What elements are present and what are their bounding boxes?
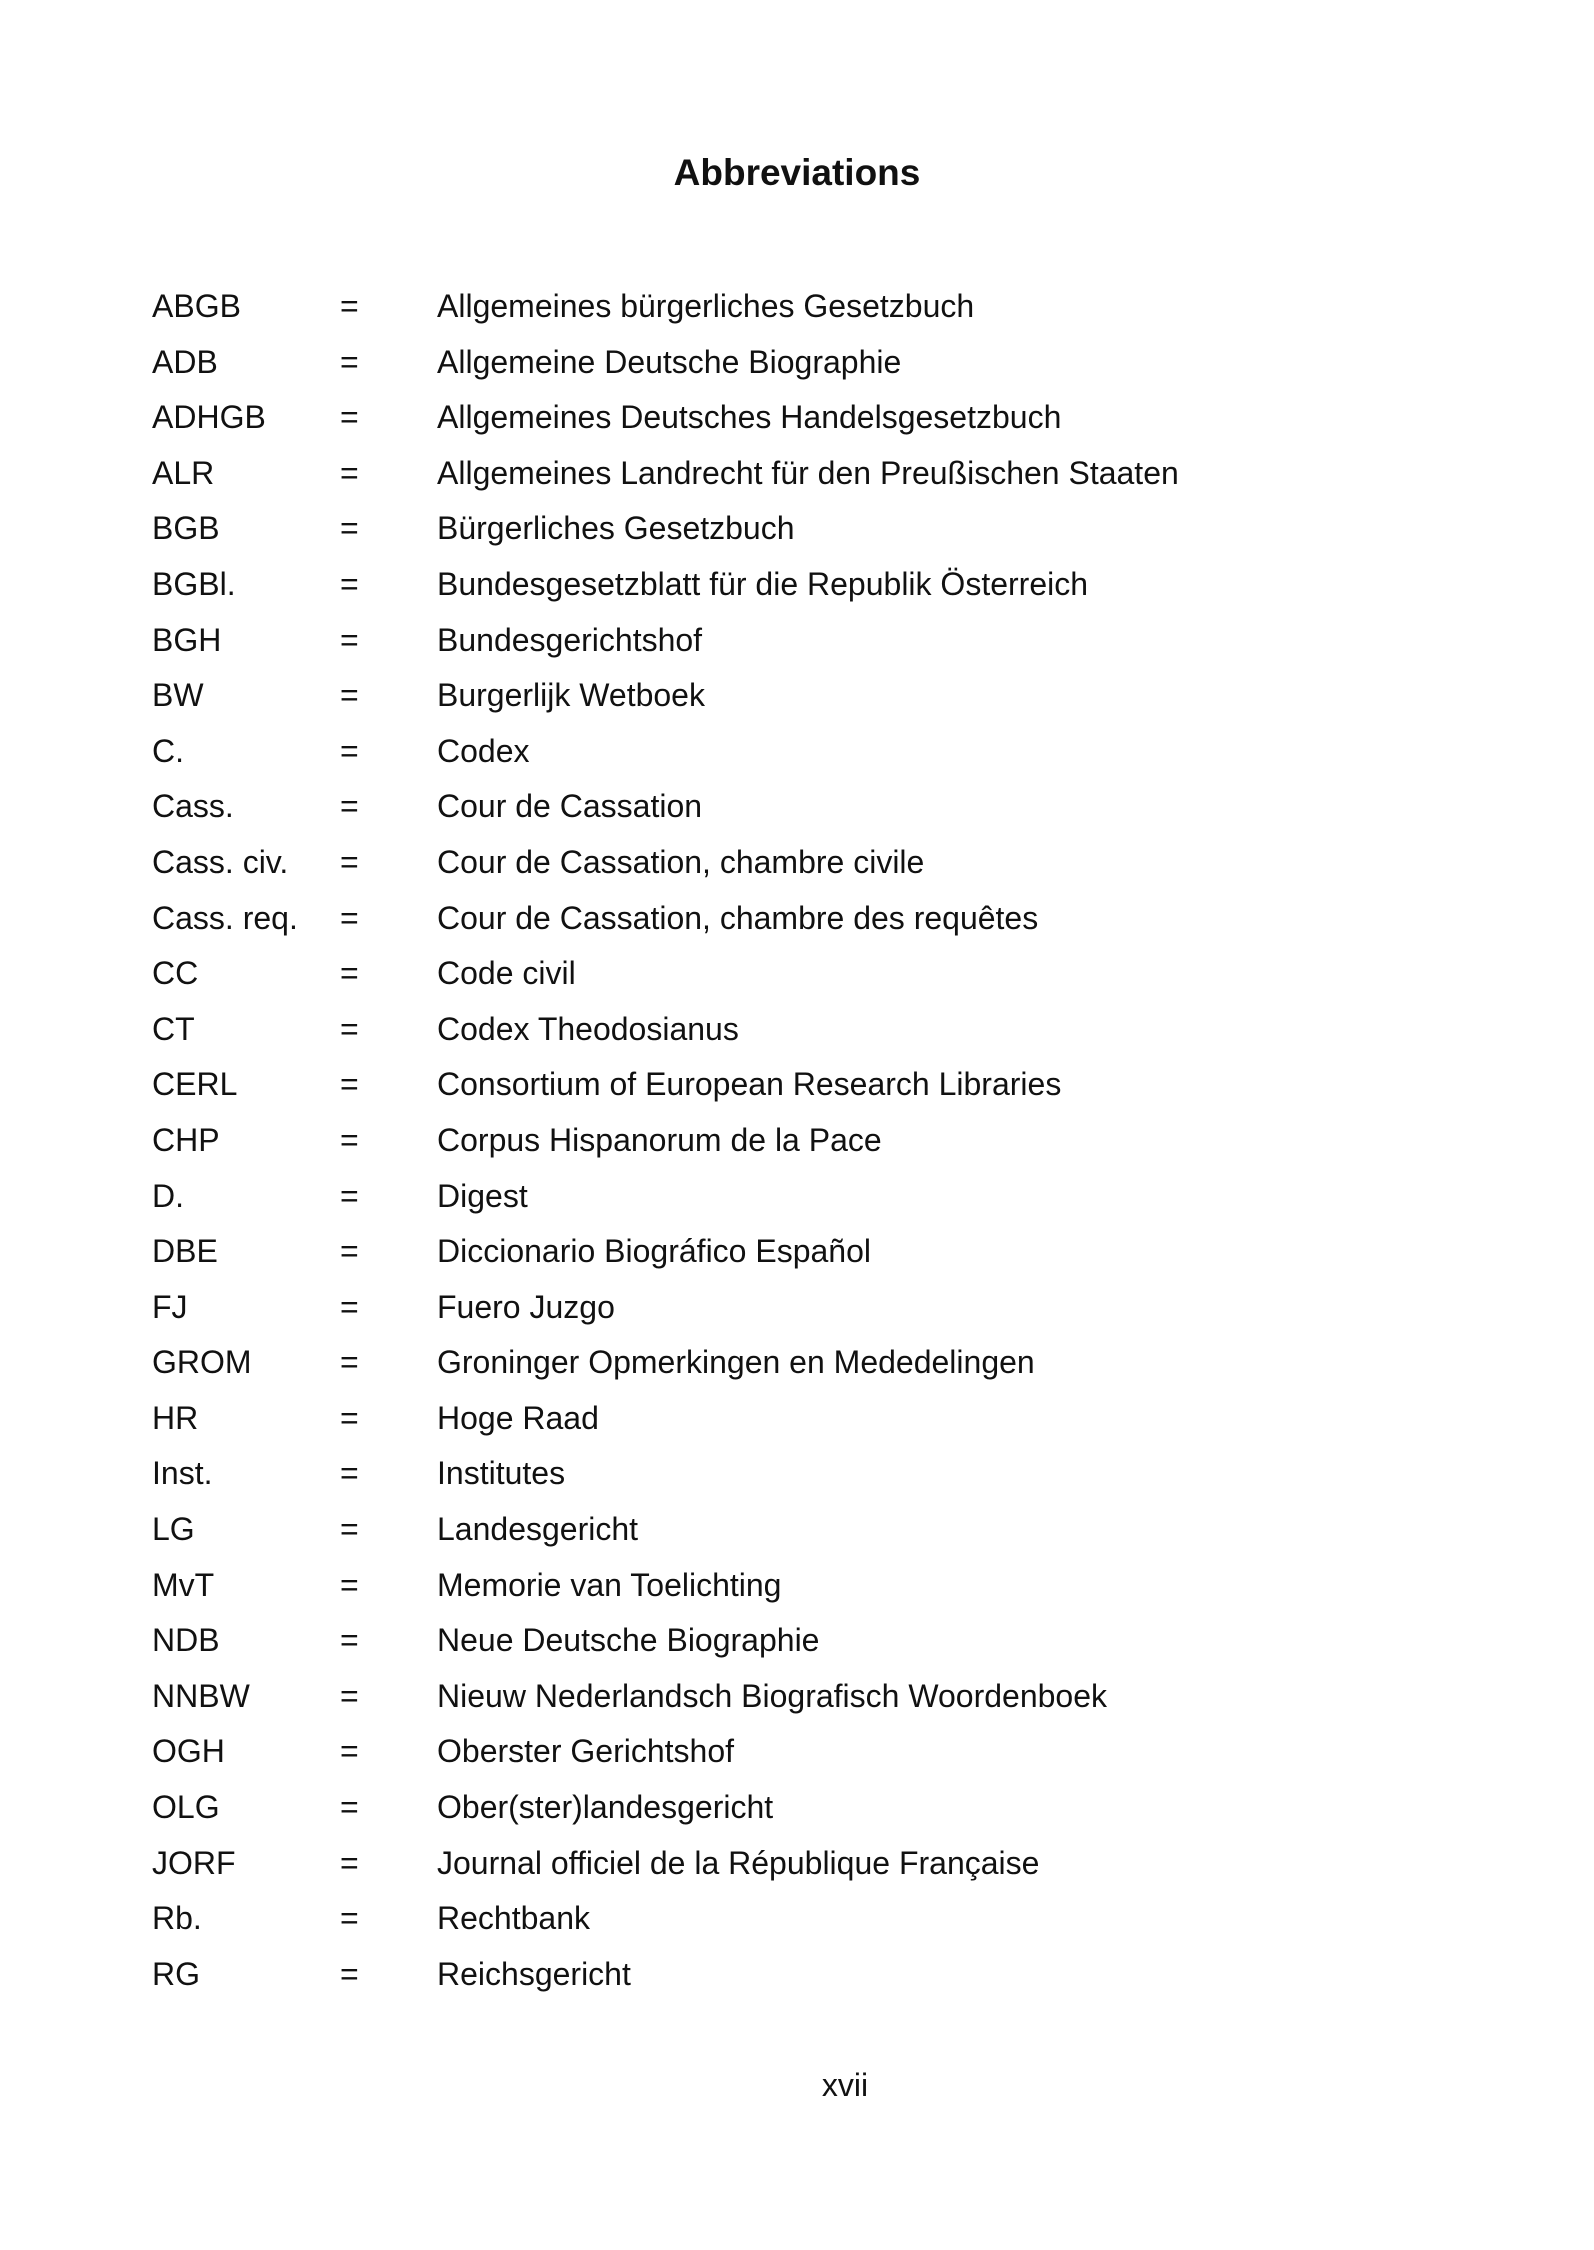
abbreviation-row <box>152 501 1452 557</box>
abbreviation-row <box>152 1613 1452 1669</box>
equals-sign: = <box>340 955 359 992</box>
abbreviation-meaning: Digest <box>437 1177 528 1214</box>
abbreviation-row <box>152 1446 1452 1502</box>
abbreviation-term: D. <box>152 1177 184 1214</box>
equals-sign: = <box>340 343 359 380</box>
equals-sign: = <box>340 1900 359 1937</box>
equals-sign: = <box>340 1622 359 1659</box>
abbreviation-term: BGBl. <box>152 565 236 602</box>
abbreviation-term: Inst. <box>152 1455 213 1492</box>
abbreviation-term: C. <box>152 732 184 769</box>
abbreviation-row <box>152 1669 1452 1725</box>
equals-sign: = <box>340 1344 359 1381</box>
abbreviation-meaning: Reichsgericht <box>437 1955 631 1992</box>
abbreviation-term: LG <box>152 1511 195 1548</box>
abbreviation-term: Cass. req. <box>152 899 298 936</box>
equals-sign: = <box>340 899 359 936</box>
abbreviation-meaning: Bundesgesetzblatt für die Republik Österreich <box>437 565 1089 602</box>
abbreviation-term: Cass. <box>152 788 234 825</box>
abbreviation-meaning: Oberster Gerichtshof <box>437 1733 734 1770</box>
abbreviation-row <box>152 613 1452 669</box>
equals-sign: = <box>340 399 359 436</box>
abbreviation-term: Cass. civ. <box>152 843 289 880</box>
equals-sign: = <box>340 732 359 769</box>
abbreviation-meaning: Codex Theodosianus <box>437 1010 739 1047</box>
abbreviation-meaning: Code civil <box>437 955 576 992</box>
abbreviation-meaning: Allgemeines Landrecht für den Preußischen Staaten <box>437 454 1179 491</box>
equals-sign: = <box>340 1511 359 1548</box>
abbreviation-meaning: Cour de Cassation <box>437 788 703 825</box>
abbreviation-row <box>152 335 1452 391</box>
abbreviation-meaning: Consortium of European Research Libraries <box>437 1066 1062 1103</box>
equals-sign: = <box>340 1233 359 1270</box>
equals-sign: = <box>340 1955 359 1992</box>
abbreviation-row <box>152 1280 1452 1336</box>
abbreviation-row <box>152 1891 1452 1947</box>
abbreviation-row <box>152 779 1452 835</box>
abbreviation-row <box>152 1002 1452 1058</box>
abbreviation-term: MvT <box>152 1566 215 1603</box>
abbreviation-meaning: Codex <box>437 732 530 769</box>
page-number: xvii <box>821 2067 869 2103</box>
abbreviation-term: DBE <box>152 1233 218 1270</box>
equals-sign: = <box>340 510 359 547</box>
abbreviation-row <box>152 1335 1452 1391</box>
abbreviation-meaning: Groninger Opmerkingen en Mededelingen <box>437 1344 1035 1381</box>
abbreviation-term: CC <box>152 955 199 992</box>
abbreviation-row <box>152 1724 1452 1780</box>
abbreviation-row <box>152 1169 1452 1225</box>
abbreviation-row <box>152 446 1452 502</box>
abbreviation-term: CT <box>152 1010 195 1047</box>
abbreviation-meaning: Hoge Raad <box>437 1399 599 1436</box>
equals-sign: = <box>340 1789 359 1826</box>
abbreviation-term: CERL <box>152 1066 238 1103</box>
equals-sign: = <box>340 1399 359 1436</box>
abbreviation-meaning: Bürgerliches Gesetzbuch <box>437 510 795 547</box>
abbreviation-term: CHP <box>152 1121 220 1158</box>
equals-sign: = <box>340 1288 359 1325</box>
equals-sign: = <box>340 1844 359 1881</box>
abbreviation-row <box>152 1224 1452 1280</box>
abbreviation-meaning: Bundesgerichtshof <box>437 621 703 658</box>
abbreviation-term: BGH <box>152 621 222 658</box>
abbreviation-meaning: Corpus Hispanorum de la Pace <box>437 1121 882 1158</box>
equals-sign: = <box>340 288 359 324</box>
abbreviation-term: GROM <box>152 1344 252 1381</box>
abbreviation-meaning: Institutes <box>437 1455 566 1492</box>
equals-sign: = <box>340 1566 359 1603</box>
abbreviation-term: NNBW <box>152 1677 250 1714</box>
abbreviation-term: ALR <box>152 454 215 491</box>
abbreviation-row <box>152 1780 1452 1836</box>
equals-sign: = <box>340 1677 359 1714</box>
abbreviation-meaning: Burgerlijk Wetboek <box>437 677 705 714</box>
abbreviation-row <box>152 1502 1452 1558</box>
abbreviation-row <box>152 557 1452 613</box>
abbreviation-meaning: Cour de Cassation, chambre civile <box>437 843 925 880</box>
abbreviation-row <box>152 1947 1452 2003</box>
abbreviation-row <box>152 835 1452 891</box>
abbreviation-row <box>152 891 1452 947</box>
abbreviation-meaning: Memorie van Toelichting <box>437 1566 782 1603</box>
abbreviation-meaning: Fuero Juzgo <box>437 1288 615 1325</box>
abbreviation-term: Rb. <box>152 1900 202 1937</box>
equals-sign: = <box>340 788 359 825</box>
equals-sign: = <box>340 565 359 602</box>
equals-sign: = <box>340 1455 359 1492</box>
abbreviation-meaning: Ober(ster)landesgericht <box>437 1789 774 1826</box>
abbreviation-term: RG <box>152 1955 200 1992</box>
abbreviation-meaning: Allgemeines Deutsches Handelsgesetzbuch <box>437 399 1062 436</box>
equals-sign: = <box>340 1010 359 1047</box>
abbreviation-term: BW <box>152 677 204 714</box>
abbreviation-meaning: Diccionario Biográfico Español <box>437 1233 871 1270</box>
abbreviation-row <box>152 1057 1452 1113</box>
abbreviation-term: FJ <box>152 1288 188 1325</box>
abbreviation-meaning: Rechtbank <box>437 1900 590 1937</box>
abbreviation-meaning: Cour de Cassation, chambre des requêtes <box>437 899 1039 936</box>
abbreviation-row <box>152 946 1452 1002</box>
abbreviation-row <box>152 668 1452 724</box>
abbreviation-term: OGH <box>152 1733 225 1770</box>
page-title: Abbreviations <box>673 152 921 193</box>
abbreviation-row <box>152 724 1452 780</box>
abbreviation-term: BGB <box>152 510 220 547</box>
abbreviation-row <box>152 1391 1452 1447</box>
equals-sign: = <box>340 621 359 658</box>
abbreviation-term: NDB <box>152 1622 220 1659</box>
equals-sign: = <box>340 677 359 714</box>
abbreviation-row <box>152 1558 1452 1614</box>
abbreviation-meaning: Neue Deutsche Biographie <box>437 1622 820 1659</box>
abbreviation-list <box>152 279 1452 2002</box>
equals-sign: = <box>340 1121 359 1158</box>
abbreviation-term: ADHGB <box>152 399 266 436</box>
equals-sign: = <box>340 1733 359 1770</box>
abbreviation-term: HR <box>152 1399 199 1436</box>
abbreviation-term: ABGB <box>152 288 241 324</box>
abbreviation-term: ADB <box>152 343 218 380</box>
abbreviation-row <box>152 390 1452 446</box>
equals-sign: = <box>340 843 359 880</box>
abbreviation-meaning: Allgemeines bürgerliches Gesetzbuch <box>437 288 975 324</box>
abbreviation-row <box>152 1113 1452 1169</box>
abbreviation-meaning: Journal officiel de la République Française <box>437 1844 1040 1881</box>
abbreviation-meaning: Landesgericht <box>437 1511 639 1548</box>
abbreviation-term: OLG <box>152 1789 220 1826</box>
equals-sign: = <box>340 1066 359 1103</box>
abbreviation-term: JORF <box>152 1844 236 1881</box>
abbreviation-meaning: Nieuw Nederlandsch Biografisch Woordenboek <box>437 1677 1107 1714</box>
abbreviation-row <box>152 279 1452 335</box>
equals-sign: = <box>340 1177 359 1214</box>
abbreviation-meaning: Allgemeine Deutsche Biographie <box>437 343 902 380</box>
abbreviation-row <box>152 1836 1452 1892</box>
equals-sign: = <box>340 454 359 491</box>
